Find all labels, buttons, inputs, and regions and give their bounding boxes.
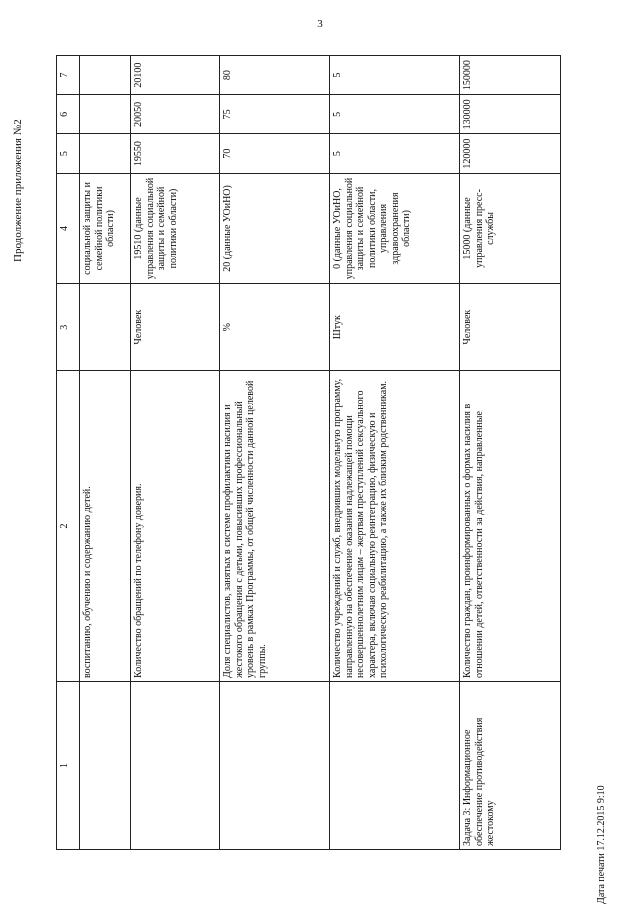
table-row [330, 56, 460, 850]
table-header-row [57, 56, 80, 850]
value-cell [80, 134, 131, 173]
task-cell [131, 681, 220, 849]
task-cell [330, 681, 460, 849]
value-cell: 130000 [460, 95, 561, 134]
value-cell [80, 95, 131, 134]
indicators-table [56, 55, 561, 850]
page-number: 3 [317, 18, 323, 30]
value-cell: 5 [330, 56, 460, 95]
value-cell: 5 [330, 95, 460, 134]
value-cell: 150000 [460, 56, 561, 95]
column-header: 2 [57, 371, 80, 682]
indicator-cell: Количество учреждений и служб, внедривших модельную программу, направленную на обеспечение оказания надлежащей помощи несовершеннолетним лицам – жертвам преступлений сексуального характера, включая социальную реинтеграцию, физическую и психологическую реабилитацию, а также их близким родственникам. [330, 371, 460, 682]
value-cell: 120000 [460, 134, 561, 173]
column-header: 3 [57, 284, 80, 371]
table-row [220, 56, 330, 850]
baseline-cell: 0 (данные УОиНО, управления социальной защиты и семейной политики области, управления здравоохранения области) [330, 173, 460, 284]
unit-cell: % [220, 284, 330, 371]
task-cell: Задача 3: Информационное обеспечение противодействия жестокому [460, 681, 561, 849]
value-cell: 19550 [131, 134, 220, 173]
task-cell [80, 681, 131, 849]
column-header: 4 [57, 173, 80, 284]
task-cell [220, 681, 330, 849]
value-cell [80, 56, 131, 95]
column-header: 7 [57, 56, 80, 95]
baseline-cell: 19510 (данные управления социальной защиты и семейной политики области) [131, 173, 220, 284]
indicator-cell: Доля специалистов, занятых в системе профилактики насилия и жестокого обращения с детьми, повысивших профессиональный уровень в рамках Программы, от общей численности данной целевой группы. [220, 371, 330, 682]
indicators-table-wrapper [56, 55, 606, 850]
table-row [131, 56, 220, 850]
table-row [460, 56, 561, 850]
appendix-title: Продолжение приложения №2 [12, 119, 24, 262]
indicator-cell: воспитанию, обучению и содержанию детей. [80, 371, 131, 682]
column-header: 6 [57, 95, 80, 134]
print-date: Дата печати 17.12.2015 9:10 [596, 785, 607, 904]
unit-cell: Штук [330, 284, 460, 371]
unit-cell [80, 284, 131, 371]
baseline-cell: 15000 (данные управления пресс-службы [460, 173, 561, 284]
value-cell: 70 [220, 134, 330, 173]
value-cell: 20050 [131, 95, 220, 134]
table-row [80, 56, 131, 850]
indicator-cell: Количество обращений по телефону доверия. [131, 371, 220, 682]
unit-cell: Человек [460, 284, 561, 371]
value-cell: 5 [330, 134, 460, 173]
baseline-cell: социальной защиты и семейной политики области) [80, 173, 131, 284]
value-cell: 75 [220, 95, 330, 134]
column-header: 5 [57, 134, 80, 173]
baseline-cell: 20 (данные УОиНО) [220, 173, 330, 284]
indicator-cell: Количество граждан, проинформированных о формах насилия в отношении детей, ответственности за действия, направленные [460, 371, 561, 682]
value-cell: 80 [220, 56, 330, 95]
value-cell: 20100 [131, 56, 220, 95]
column-header: 1 [57, 681, 80, 849]
unit-cell: Человек [131, 284, 220, 371]
